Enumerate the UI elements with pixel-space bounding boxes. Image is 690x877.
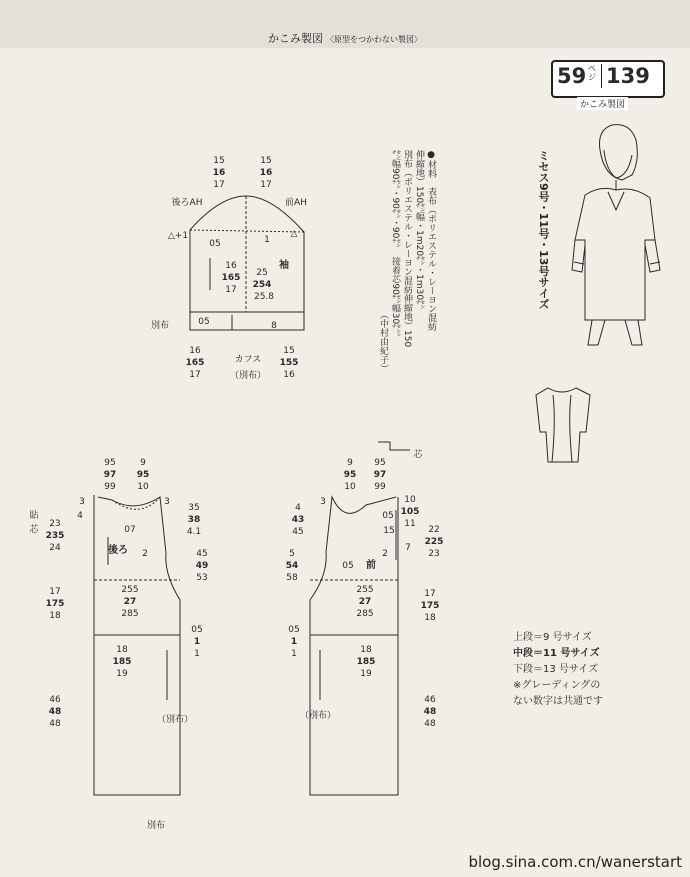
back-top-left-3: 99 xyxy=(104,482,116,492)
sleeve-top-right-1: 15 xyxy=(260,156,272,166)
page-kana: ペ ジ xyxy=(588,64,596,82)
sleeve-delta: △+1 xyxy=(167,231,189,241)
front-top-right-1: 95 xyxy=(374,458,386,468)
materials-col-4: ㌢幅90㌢・90㌢・90㌢ 接着芯90㌢幅30㌢。 xyxy=(390,150,400,343)
front-right2-3: 23 xyxy=(428,549,440,559)
back-right1-2: 38 xyxy=(187,515,201,525)
watermark: blog.sina.com.cn/wanerstart xyxy=(468,853,682,871)
back-hip-3: 19 xyxy=(116,669,128,679)
front-left1-2: 43 xyxy=(291,515,305,525)
front-15: 15 xyxy=(383,526,395,536)
size-legend-line-5: ない数字は共通です xyxy=(513,696,603,707)
sleeve-tri: △ xyxy=(290,229,298,239)
front-left2-3: 58 xyxy=(286,573,298,583)
back-left2-2: 175 xyxy=(45,599,65,609)
sleeve-cuff-sub: （別布） xyxy=(229,371,267,381)
back-right2-3: 53 xyxy=(196,573,208,583)
front-fabric: （別布） xyxy=(299,711,337,721)
back-left3-3: 48 xyxy=(49,719,61,729)
page-title-main: かこみ製図 xyxy=(268,32,323,45)
back-interfacing: 芯 xyxy=(29,525,39,535)
front-top-left-3: 10 xyxy=(344,482,356,492)
back-top-right-2: 95 xyxy=(136,470,150,480)
back-right05-2: 1 xyxy=(193,637,201,647)
back-07: 07 xyxy=(124,525,136,535)
size-legend-line-3: 下段＝13 号サイズ xyxy=(513,664,599,675)
back-mid-2: 27 xyxy=(123,597,137,607)
sleeve-top-right-3: 17 xyxy=(260,180,272,190)
front-hip-3: 19 xyxy=(360,669,372,679)
size-legend-line-4: ※グレーディングの xyxy=(513,680,601,691)
back-bottom-label: 別布 xyxy=(146,821,166,831)
sleeve-cuff-05: 05 xyxy=(198,317,210,327)
back-top-left-1: 95 xyxy=(104,458,116,468)
back-right05-1: 05 xyxy=(191,625,203,635)
page-number-right: 139 xyxy=(601,64,650,88)
back-mid-1: 255 xyxy=(121,585,139,595)
flat-sketch xyxy=(536,388,590,462)
front-left05-3: 1 xyxy=(291,649,297,659)
back-top-left-2: 97 xyxy=(103,470,117,480)
back-right1-1: 35 xyxy=(188,503,200,513)
front-right1-2: 105 xyxy=(400,507,420,517)
size-legend-line-2: 中段＝11 号サイズ xyxy=(513,648,600,659)
front-2: 2 xyxy=(382,549,388,559)
sleeve-mid-left-3: 17 xyxy=(225,285,237,295)
front-left2-1: 5 xyxy=(289,549,295,559)
materials-col-3: 別布（ポリエステル・レーヨン混紡伸縮地）150 xyxy=(402,150,412,348)
sleeve-top-left-1: 15 xyxy=(213,156,225,166)
front-mid-1: 255 xyxy=(356,585,374,595)
front-top-left-2: 95 xyxy=(343,470,357,480)
model-sizes-label: ミセス9号・11号・13号サイズ xyxy=(537,150,550,310)
back-left2-3: 18 xyxy=(49,611,61,621)
back-top-right-1: 9 xyxy=(140,458,146,468)
back-right1-3: 4.1 xyxy=(186,527,202,537)
front-top-right-3: 99 xyxy=(374,482,386,492)
front-left2-2: 54 xyxy=(285,561,299,571)
page-number-left: 59 xyxy=(557,64,587,88)
front-mid-2: 27 xyxy=(358,597,372,607)
sleeve-bottom-left-2: 165 xyxy=(185,358,205,368)
back-3b: 3 xyxy=(164,497,170,507)
back-interfacing-prefix: 貼 xyxy=(29,511,39,521)
sleeve-bottom-right-3: 16 xyxy=(283,370,295,380)
front-right1-1: 10 xyxy=(404,495,416,505)
front-top-left-1: 9 xyxy=(347,458,353,468)
back-right2-1: 45 xyxy=(196,549,208,559)
back-hip-1: 18 xyxy=(116,645,128,655)
page-title-sub: 〈原型をつかわない製図〉 xyxy=(326,35,422,44)
materials-col-1: ●材料 表布（ポリエステル・レーヨン混紡 xyxy=(426,150,436,331)
front-left05-1: 05 xyxy=(288,625,300,635)
front-name: 前 xyxy=(366,560,376,571)
back-4: 4 xyxy=(77,511,83,521)
back-left-3: 24 xyxy=(49,543,61,553)
sleeve-name: 袖 xyxy=(279,260,289,271)
sleeve-bottom-right-2: 155 xyxy=(279,358,299,368)
back-mid-3: 285 xyxy=(121,609,139,619)
sleeve-mid-left-1: 16 xyxy=(225,261,237,271)
front-interfacing: 芯 xyxy=(413,450,423,460)
materials-col-2: 伸縮地）150㌢幅・1m20㌢・1m30㌢ xyxy=(414,150,424,310)
back-2: 2 xyxy=(142,549,148,559)
back-left-2: 235 xyxy=(45,531,65,541)
back-hip-2: 185 xyxy=(112,657,132,667)
sleeve-mid-right-2: 254 xyxy=(252,280,272,290)
back-left3-2: 48 xyxy=(48,707,62,717)
sleeve-front-ah: 前AH xyxy=(285,198,307,208)
front-right4-3: 48 xyxy=(424,719,436,729)
sleeve-top-right-2: 16 xyxy=(259,168,273,178)
front-right2-2: 225 xyxy=(424,537,444,547)
front-right2-1: 22 xyxy=(428,525,440,535)
size-legend-line-1: 上段＝9 号サイズ xyxy=(513,632,592,643)
front-right3-1: 17 xyxy=(424,589,436,599)
sleeve-top-left-2: 16 xyxy=(212,168,226,178)
front-right4-2: 48 xyxy=(423,707,437,717)
front-mid-3: 285 xyxy=(356,609,374,619)
front-top-right-2: 97 xyxy=(373,470,387,480)
back-left2-1: 17 xyxy=(49,587,61,597)
front-3: 3 xyxy=(320,497,326,507)
model-illustration xyxy=(572,125,660,345)
back-bodice-pattern xyxy=(94,495,180,795)
sleeve-cuff-8: 8 xyxy=(271,321,277,331)
front-right3-2: 175 xyxy=(420,601,440,611)
back-top-right-3: 10 xyxy=(137,482,149,492)
sleeve-mid-right-3: 25.8 xyxy=(253,292,275,302)
sleeve-top-left-3: 17 xyxy=(213,180,225,190)
front-05a: 05 xyxy=(382,511,394,521)
back-3a: 3 xyxy=(79,497,85,507)
sleeve-bottom-left-1: 16 xyxy=(189,346,201,356)
sleeve-bottom-right-1: 15 xyxy=(283,346,295,356)
sleeve-cuff-label: カフス xyxy=(234,355,262,365)
back-left3-1: 46 xyxy=(49,695,61,705)
page-box-label: かこみ製図 xyxy=(577,97,628,110)
front-left05-2: 1 xyxy=(290,637,298,647)
sleeve-mid-right-1: 25 xyxy=(256,268,268,278)
back-right2-2: 49 xyxy=(195,561,209,571)
front-7: 7 xyxy=(405,543,411,553)
front-right4-1: 46 xyxy=(424,695,436,705)
back-name: 後ろ xyxy=(108,545,128,556)
front-05b: 05 xyxy=(342,561,354,571)
back-left-1: 23 xyxy=(49,519,61,529)
back-right05-3: 1 xyxy=(194,649,200,659)
materials-author: （中村由紀子） xyxy=(378,310,388,373)
back-fabric: （別布） xyxy=(156,715,194,725)
front-hip-1: 18 xyxy=(360,645,372,655)
front-left1-1: 4 xyxy=(295,503,301,513)
sleeve-side-label: 別布 xyxy=(150,321,170,331)
front-right3-3: 18 xyxy=(424,613,436,623)
front-hip-2: 185 xyxy=(356,657,376,667)
sleeve-05: 05 xyxy=(209,239,221,249)
sleeve-back-ah: 後ろAH xyxy=(171,198,203,208)
sleeve-1: 1 xyxy=(264,235,270,245)
front-left1-3: 45 xyxy=(292,527,304,537)
sleeve-mid-left-2: 165 xyxy=(221,273,241,283)
front-right1-3: 11 xyxy=(404,519,416,529)
sleeve-bottom-left-3: 17 xyxy=(189,370,201,380)
